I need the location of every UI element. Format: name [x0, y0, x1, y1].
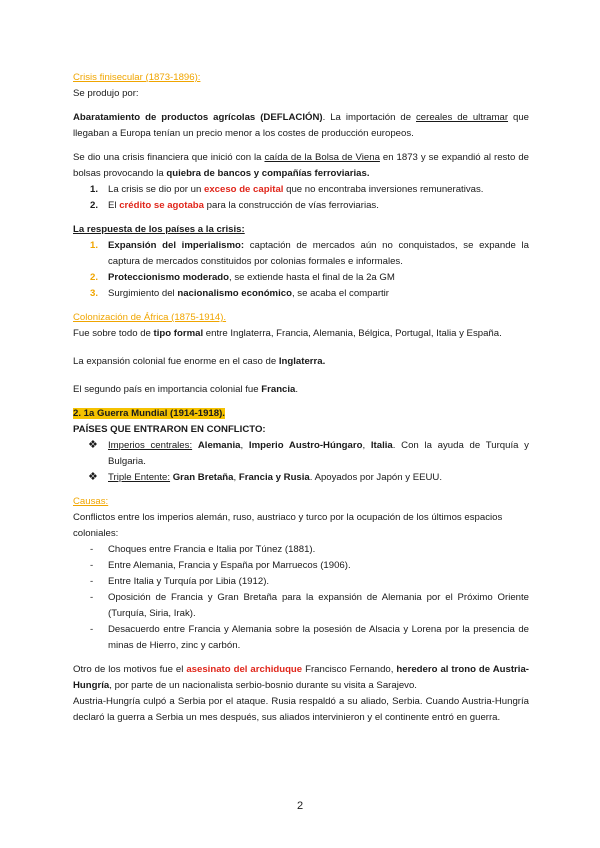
list-item: ❖ Imperios centrales: Alemania, Imperio Austro-Húngaro, Italia. Con la ayuda de Turquía y Bulgaria. [88, 439, 529, 467]
intro-text: Se produjo por: [73, 88, 139, 99]
crisis-causes-list [73, 182, 529, 214]
page-number: 2 [296, 800, 304, 812]
list-item: - Entre Italia y Turquía por Libia (1912). [90, 576, 270, 587]
section-heading-causas: Causas: [73, 496, 109, 507]
bold-text: quiebra de bancos y compañías ferroviarias. [166, 168, 370, 179]
section-heading-crisis: Crisis finisecular (1873-1896): [73, 72, 201, 83]
bold-text: Abaratamiento de productos agrícolas (DEFLACIÓN) [73, 112, 323, 123]
list-item: 3. Surgimiento del nacionalismo económico, se acaba el compartir [90, 288, 390, 299]
paragraph-tipo-formal: Fue sobre todo de tipo formal entre Inglaterra, Francia, Alemania, Bélgica, Portugal, Italia y España. [73, 328, 502, 339]
document-page [73, 70, 529, 726]
list-item: ❖ Triple Entente: Gran Bretaña, Francia y Rusia. Apoyados por Japón y EEUU. [88, 471, 443, 483]
response-heading: La respuesta de los países a la crisis: [73, 224, 245, 235]
list-item: - Entre Alemania, Francia y España por Marruecos (1906). [90, 560, 351, 571]
list-item: 1. La crisis se dio por un exceso de capital que no encontraba inversiones remunerativas. [90, 184, 484, 195]
paragraph-asesinato: Otro de los motivos fue el asesinato del archiduque Francisco Fernando, heredero al trono de Austria-Hungría, por parte de un nacionalista serbio-bosnio durante su visita a Sarajevo. [73, 664, 529, 691]
alliances-list [73, 438, 529, 486]
list-item: 1. Expansión del imperialismo: captación de mercados aún no conquistados, se expande la captura de mercados constituidos por colonias formales e informales. [90, 240, 529, 267]
diamond-bullet-icon: ❖ [88, 439, 98, 451]
list-item: - Oposición de Francia y Gran Bretaña para la expansión de Alemania por el Próximo Oriente (Turquía, Siria, Irak). [90, 592, 529, 619]
causas-intro: Conflictos entre los imperios alemán, ruso, austriaco y turco por la ocupación de los últimos espacios coloniales: [73, 512, 503, 539]
underlined-text: cereales de ultramar [416, 112, 509, 123]
paragraph-bolsa: Se dio una crisis financiera que inició con la caída de la Bolsa de Viena en 1873 y se expandió al resto de bolsas provocando la quiebra de bancos y compañías ferroviarias. [73, 152, 529, 179]
section-heading-guerra: 2. 1a Guerra Mundial (1914-1918). [73, 408, 225, 419]
list-item: - Desacuerdo entre Francia y Alemania sobre la posesión de Alsacia y Lorena por la presencia de minas de Hierro, zinc y carbón. [90, 624, 529, 651]
list-item: 2. El crédito se agotaba para la construcción de vías ferroviarias. [90, 200, 379, 211]
causas-list [73, 542, 529, 654]
section-heading-africa: Colonización de África (1875-1914). [73, 312, 227, 323]
paragraph-declaracion: Austria-Hungría culpó a Serbia por el ataque. Rusia respaldó a su aliado, Serbia. Cuando Austria-Hungría declaró la guerra a Serbia un mes después, sus aliados intervinieron y el continente entró en guerra. [73, 696, 529, 723]
underlined-text: caída de la Bolsa de Viena [264, 152, 380, 163]
paragraph-francia: El segundo país en importancia colonial fue Francia. [73, 384, 299, 395]
paragraph-inglaterra: La expansión colonial fue enorme en el caso de Inglaterra. [73, 356, 326, 367]
list-item: - Choques entre Francia e Italia por Túnez (1881). [90, 544, 316, 555]
list-item: 2. Proteccionismo moderado, se extiende hasta el final de la 2a GM [90, 272, 395, 283]
subheading-paises: PAÍSES QUE ENTRARON EN CONFLICTO: [73, 424, 266, 435]
diamond-bullet-icon: ❖ [88, 471, 98, 483]
response-list [73, 238, 529, 302]
paragraph-deflacion: Abaratamiento de productos agrícolas (DEFLACIÓN). La importación de cereales de ultramar que llegaban a Europa tenían un precio menor a los costes de producción europeos. [73, 112, 529, 139]
